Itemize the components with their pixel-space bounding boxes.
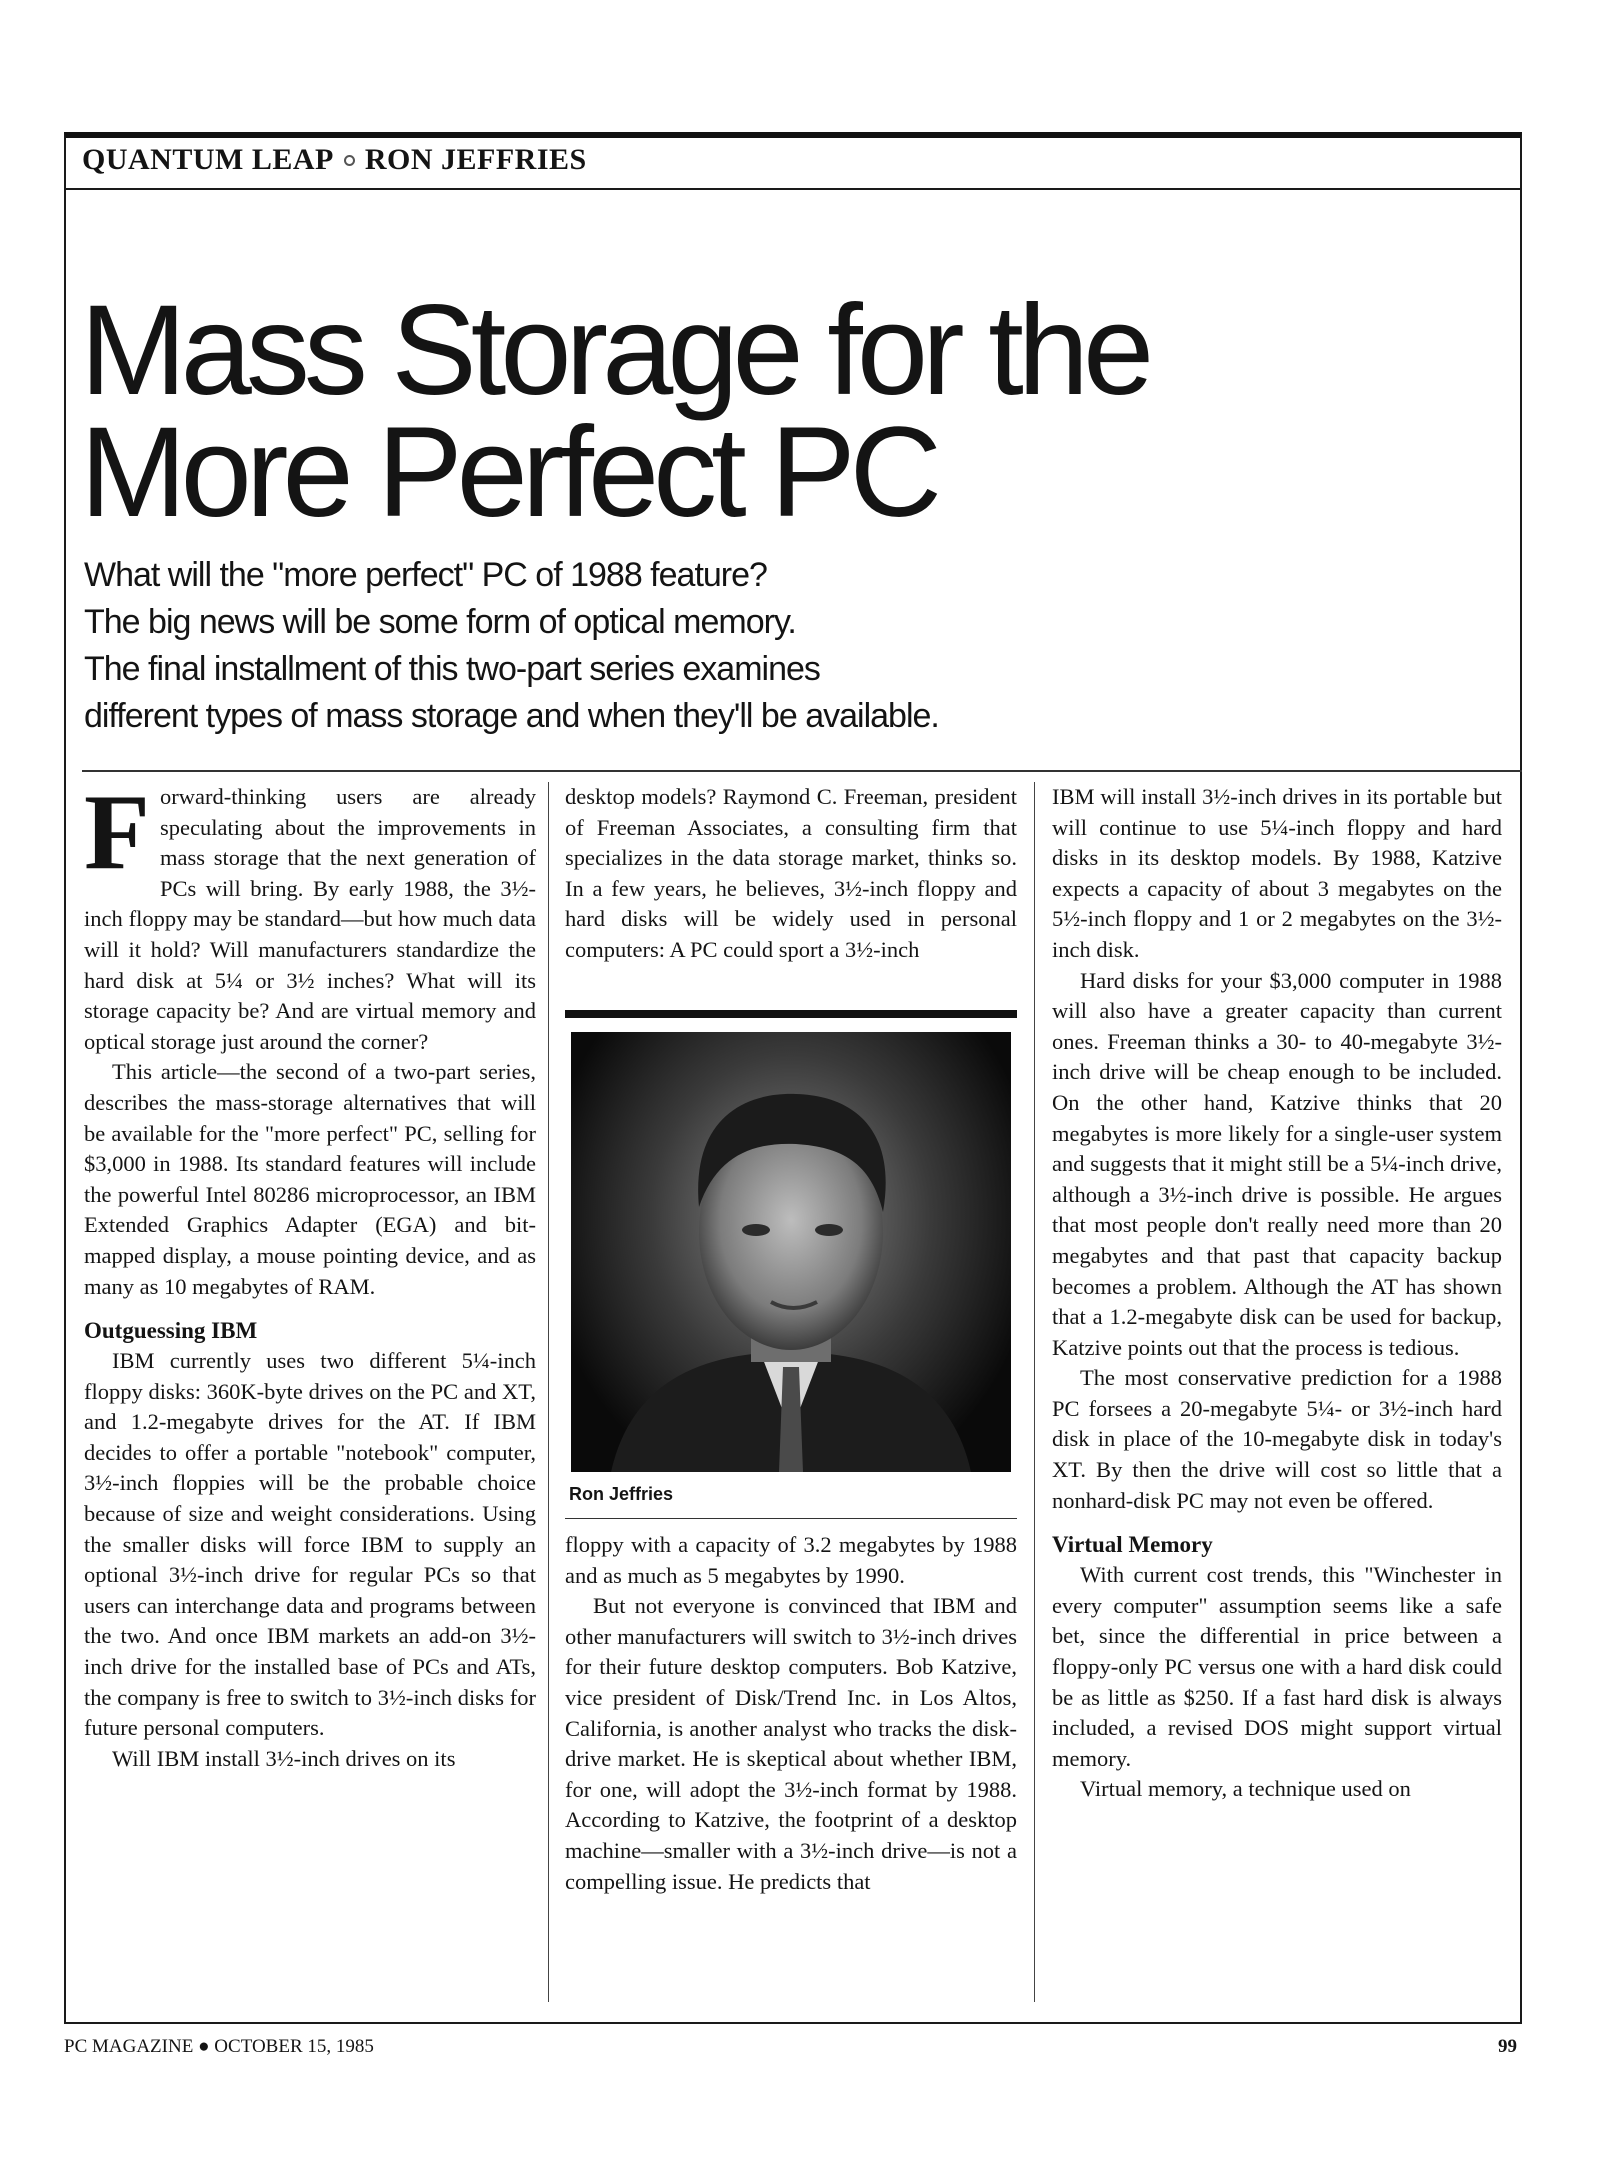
drop-cap: F — [84, 773, 150, 892]
paragraph: floppy with a capacity of 3.2 megabytes by 1988 and as much as 5 megabytes by 1990. — [565, 1532, 1017, 1588]
portrait-icon — [571, 1032, 1011, 1472]
page-number: 99 — [1498, 2036, 1517, 2057]
author-photo — [571, 1032, 1011, 1472]
deck-line-1: What will the "more perfect" PC of 1988 feature? — [84, 556, 767, 594]
column-divider-1 — [548, 782, 549, 2002]
paragraph: IBM will install 3½-inch drives in its portable but will continue to use 5¼-inch floppy and hard disks in its desktop models. By 1988, Katzive expects a capacity of about 3 megabytes on the 5½-inch floppy and 1 or 2 megabytes on the 3½-inch disk. — [1052, 784, 1502, 962]
footer-publication — [64, 2036, 374, 2058]
issue-date: OCTOBER 15, 1985 — [214, 2036, 374, 2057]
section-header — [64, 132, 1522, 190]
title-line-2: More Perfect PC — [80, 401, 937, 544]
deck-line-3: The final installment of this two-part series examines — [84, 650, 820, 688]
article-title — [80, 279, 1380, 544]
subheading: Outguessing IBM — [84, 1318, 258, 1344]
deck-line-2: The big news will be some form of optical memory. — [84, 603, 796, 641]
deck-line-4: different types of mass storage and when they'll be available. — [84, 697, 939, 735]
photo-top-rule — [565, 1010, 1017, 1018]
column-2 — [565, 782, 1017, 966]
subheading: Virtual Memory — [1052, 1532, 1213, 1558]
column-divider-2 — [1034, 782, 1035, 2002]
paragraph: The most conservative prediction for a 1988 PC forsees a 20-megabyte 5¼- or 3½-inch hard disk in place of the 10-megabyte disk in today's XT. By then the drive will cost so little that a nonhard-disk PC may not even be offered. — [1052, 1365, 1502, 1513]
paragraph: But not everyone is convinced that IBM and other manufacturers will switch to 3½-inch drives for their future desktop computers. Bob Katzive, vice president of Disk/Trend Inc. in Los Altos, California, is another analyst who tracks the disk-drive market. He is skeptical about whether IBM, for one, will adopt the 3½-inch format by 1988. According to Katzive, the footprint of a desktop machine—smaller with a 3½-inch drive—is not a compelling issue. He predicts that — [565, 1593, 1017, 1894]
photo-bottom-rule — [565, 1518, 1017, 1519]
paragraph: With current cost trends, this "Winchester in every computer" assumption seems like a safe bet, since the differential in price between a floppy-only PC versus one with a hard disk could be as little as $250. If a fast hard disk is always included, a revised DOS might support virtual memory. — [1052, 1562, 1502, 1771]
author-name: RON JEFFRIES — [364, 143, 587, 176]
paragraph-text: orward-thinking users are already speculating about the improvements in mass storage that the next generation of PCs will bring. By early 1988, the 3½-inch floppy may be standard—but how much data will it hold? Will manufacturers standardize the hard disk at 5¼ or 3½ inches? What will its storage capacity be? And are virtual memory and optical storage just around the corner? — [84, 784, 536, 1054]
photo-caption: Ron Jeffries — [569, 1484, 674, 1504]
bullet-icon — [344, 155, 355, 166]
paragraph: IBM currently uses two different 5¼-inch floppy disks: 360K-byte drives on the PC and XT, and 1.2-megabyte drives for the AT. If IBM decides to offer a portable "notebook" computer, 3½-inch floppies will be the probable choice because of size and weight considerations. Using the smaller disks will force IBM to supply an optional 3½-inch drive for regular PCs so that users can interchange data and programs between the two. And once IBM markets an add-on 3½-inch drive for the installed base of PCs and ATs, the company is free to switch to 3½-inch disks for future personal computers. — [84, 1348, 536, 1741]
paragraph: Hard disks for your $3,000 computer in 1988 will also have a greater capacity than current ones. Freeman thinks a 30- to 40-megabyte 3½-inch drive will be cheap enough to be included. On the other hand, Katzive thinks that 20 megabytes is more likely for a single-user system and suggests that it might still be a 5¼-inch drive, although a 3½-inch drive is possible. He argues that most people don't really need more than 20 megabytes and that past that capacity backup becomes a problem. Although the AT has shown that a 1.2-megabyte disk can be used for backup, Katzive points out that the process is tedious. — [1052, 967, 1502, 1360]
footer-bullet-icon: ● — [198, 2036, 210, 2057]
column-2-continued — [565, 1530, 1017, 1897]
column-1 — [84, 773, 536, 1774]
author-photo-figure — [565, 1010, 1017, 1520]
paragraph: Virtual memory, a technique used on — [1080, 1776, 1411, 1802]
publication-name: PC MAGAZINE — [64, 2036, 194, 2057]
paragraph: Will IBM install 3½-inch drives on its — [112, 1745, 456, 1771]
column-3 — [1052, 782, 1502, 1805]
paragraph: This article—the second of a two-part series, describes the mass-storage alternatives that will be available for the "more perfect" PC, selling for $3,000 in 1988. Its standard features will include the powerful Intel 80286 microprocessor, an IBM Extended Graphics Adapter (EGA) and bit-mapped display, a mouse pointing device, and as many as 10 megabytes of RAM. — [84, 1059, 536, 1299]
paragraph — [84, 773, 536, 1057]
article-deck — [84, 552, 1084, 740]
title-line-1: Mass Storage for the — [80, 279, 1149, 422]
section-name: QUANTUM LEAP — [82, 143, 334, 176]
deck-divider — [82, 770, 1522, 772]
paragraph: desktop models? Raymond C. Freeman, president of Freeman Associates, a consulting firm that specializes in the data storage market, thinks so. In a few years, he believes, 3½-inch floppy and hard disks will be widely used in personal computers: A PC could sport a 3½-inch — [565, 784, 1017, 962]
